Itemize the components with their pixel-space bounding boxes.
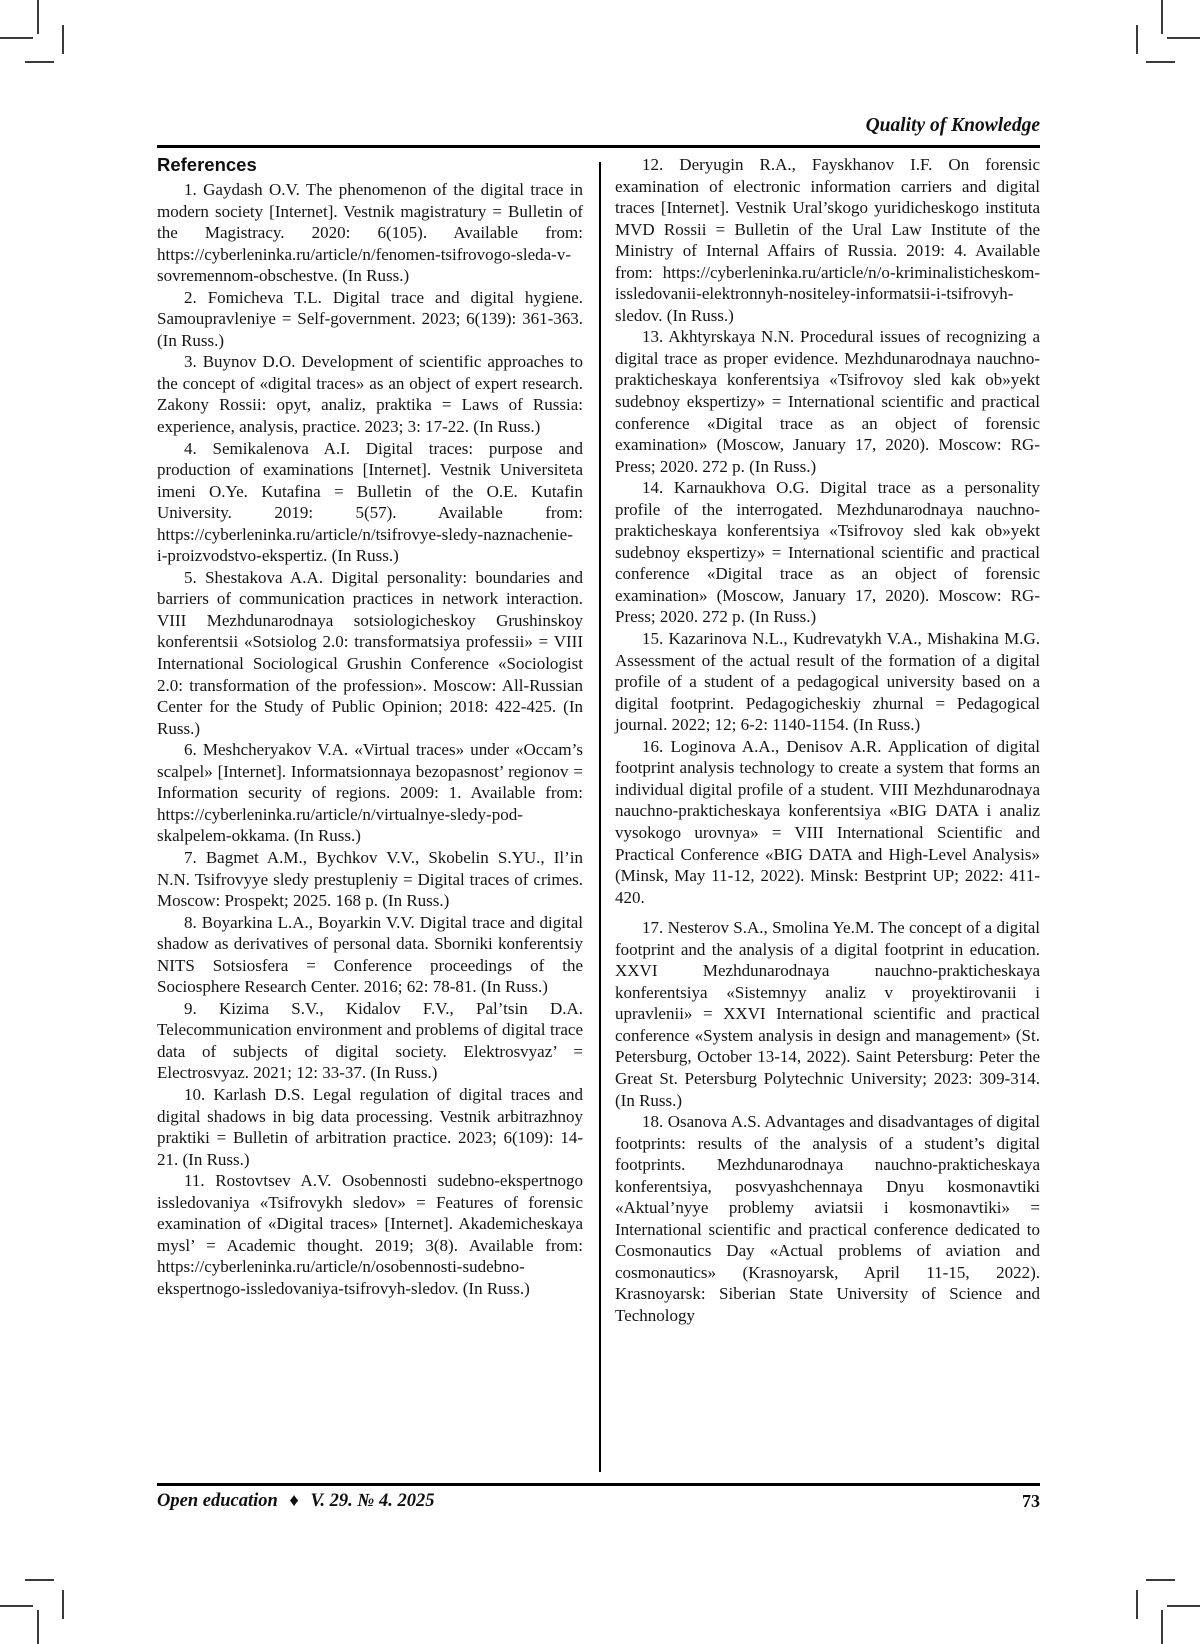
crop-mark [25, 61, 54, 63]
reference-item-11: 11. Rostovtsev A.V. Osobennosti sudebno-ekspertnogo issledovaniya «Tsifrovykh sledov» = Features of forensic examination of «Digital traces» [Internet]. Akademicheskaya mysl’ = Academic thought. 2019; 3(8). Available from: https://cyberleninka.ru/article/n/osobennosti-sudebno-ekspertnogo-issledovaniya-tsifrovyh-sledov. (In Russ.) [157, 1171, 583, 1298]
page-number: 73 [1022, 1491, 1040, 1511]
journal-name: Open education [157, 1491, 278, 1511]
reference-item-16: 16. Loginova A.A., Denisov A.R. Application of digital footprint analysis technology to create a system that forms an individual digital profile of a student. VIII Mezhdunarodnaya nauchno-prakticheskaya konferentsiya «BIG DATA i analiz vysokogo urovnya» = VIII International Scientific and Practical Conference «BIG DATA and High-Level Analysis» (Minsk, May 11-12, 2022). Minsk: Bestprint UP; 2022: 411-420. [615, 736, 1040, 907]
column-divider [599, 162, 601, 1472]
references-left-column [157, 154, 583, 1299]
issue-info: V. 29. № 4. 2025 [310, 1491, 435, 1511]
crop-mark [0, 1605, 33, 1607]
crop-mark [37, 0, 39, 34]
reference-item-15: 15. Kazarinova N.L., Kudrevatykh V.A., Mishakina M.G. Assessment of the actual result of the formation of a digital profile of a student of a pedagogical university based on a digital footprint. Pedagogicheskiy zhurnal = Pedagogical journal. 2022; 12; 6-2: 1140-1154. (In Russ.) [615, 629, 1040, 735]
crop-mark [1136, 1590, 1138, 1619]
crop-mark [62, 25, 64, 54]
crop-mark [1136, 25, 1138, 54]
reference-item-2: 2. Fomicheva T.L. Digital trace and digital hygiene. Samoupravleniye = Self-government. 2023; 6(139): 361-363. (In Russ.) [157, 287, 583, 350]
header-rule [157, 145, 1040, 148]
crop-mark [1146, 61, 1175, 63]
reference-item-13: 13. Akhtyrskaya N.N. Procedural issues of recognizing a digital trace as proper evidence. Mezhdunarodnaya nauchno-prakticheskaya konferentsiya «Tsifrovoy sled kak ob»yekt sudebnoy ekspertizy» = International scientific and practical conference «Digital trace as an object of forensic examination» (Moscow, January 17, 2020). Moscow: RG-Press; 2020. 272 p. (In Russ.) [615, 327, 1040, 476]
crop-mark [0, 37, 33, 39]
crop-mark [37, 1610, 39, 1644]
reference-item-1: 1. Gaydash O.V. The phenomenon of the digital trace in modern society [Internet]. Vestnik magistratury = Bulletin of the Magistracy. 2020: 6(105). Available from: https://cyberleninka.ru/article/n/fenomen-tsifrovogo-sleda-v-sovremennom-obschestve. (In Russ.) [157, 180, 583, 286]
crop-mark [1167, 37, 1200, 39]
reference-item-9: 9. Kizima S.V., Kidalov F.V., Pal’tsin D.A. Telecommunication environment and problems of digital trace data of subjects of digital society. Elektrosvyaz’ = Electrosvyaz. 2021; 12: 33-37. (In Russ.) [157, 998, 583, 1083]
reference-item-3: 3. Buynov D.O. Development of scientific approaches to the concept of «digital traces» as an object of expert research. Zakony Rossii: opyt, analiz, praktika = Laws of Russia: experience, analysis, practice. 2023; 3: 17-22. (In Russ.) [157, 352, 583, 437]
reference-item-8: 8. Boyarkina L.A., Boyarkin V.V. Digital trace and digital shadow as derivatives of personal data. Sborniki konferentsiy NITS Sotsiosfera = Conference proceedings of the Sociosphere Research Center. 2016; 62: 78-81. (In Russ.) [157, 912, 583, 997]
reference-item-4: 4. Semikalenova A.I. Digital traces: purpose and production of examinations [Internet]. Vestnik Universiteta imeni O.Ye. Kutafina = Bulletin of the O.E. Kutafin University. 2019: 5(57). Available from: https://cyberleninka.ru/article/n/tsifrovye-sledy-naznachenie-i-proizvodstvo-ekspertiz. (In Russ.) [157, 438, 583, 566]
crop-mark [1161, 0, 1163, 34]
reference-item-12: 12. Deryugin R.A., Fayskhanov I.F. On forensic examination of electronic information carriers and digital traces [Internet]. Vestnik Ural’skogo yuridicheskogo instituta MVD Rossii = Bulletin of the Ural Law Institute of the Ministry of Internal Affairs of Russia. 2019: 4. Available from: https://cyberleninka.ru/article/n/o-kriminalisticheskom-issledovanii-elektronnyh-nositeley-informatsii-i-tsifrovyh-sledov. (In Russ.) [615, 155, 1040, 325]
reference-item-14: 14. Karnaukhova O.G. Digital trace as a personality profile of the interrogated. Mezhdunarodnaya nauchno-prakticheskaya konferentsiya «Tsifrovoy sled kak ob»yekt sudebnoy ekspertizy» = International scientific and practical conference «Digital trace as an object of forensic examination» (Moscow, January 17, 2020). Moscow: RG-Press; 2020. 272 p. (In Russ.) [615, 478, 1040, 627]
diamond-icon: ♦ [289, 1491, 299, 1511]
references-right-column [615, 154, 1040, 1327]
reference-item-17: 17. Nesterov S.A., Smolina Ye.M. The concept of a digital footprint and the analysis of a digital footprint in education. XXVI Mezhdunarodnaya nauchno-prakticheskaya konferentsiya «Sistemnyy analiz v proyektirovanii i upravlenii» = XXVI International scientific and practical conference «System analysis in design and management» (St. Petersburg, October 13-14, 2022). Saint Petersburg: Peter the Great St. Petersburg Polytechnic University; 2023: 309-314. (In Russ.) [615, 918, 1040, 1110]
crop-mark [62, 1590, 64, 1619]
reference-item-10: 10. Karlash D.S. Legal regulation of digital traces and digital shadows in big data processing. Vestnik arbitrazhnoy praktiki = Bulletin of arbitration practice. 2023; 6(109): 14-21. (In Russ.) [157, 1084, 583, 1169]
reference-item-6: 6. Meshcheryakov V.A. «Virtual traces» under «Occam’s scalpel» [Internet]. Informatsionnaya bezopasnost’ regionov = Information security of regions. 2009: 1. Available from: https://cyberleninka.ru/article/n/virtualnye-sledy-pod-skalpelem-okkama. (In Russ.) [157, 740, 583, 846]
references-heading: References [157, 154, 257, 175]
reference-item-18: 18. Osanova A.S. Advantages and disadvantages of digital footprints: results of the analysis of a student’s digital footprints. Mezhdunarodnaya nauchno-prakticheskaya konferentsiya, posvyashchennaya Dnyu kosmonavtiki «Aktual’nyye problemy aviatsii i kosmonavtiki» = International scientific and practical conference dedicated to Cosmonautics Day «Actual problems of aviation and cosmonautics» (Krasnoyarsk, April 11-15, 2022). Krasnoyarsk: Siberian State University of Science and Technology [615, 1112, 1040, 1325]
crop-mark [1161, 1610, 1163, 1644]
crop-mark [1167, 1605, 1200, 1607]
footer-rule [157, 1483, 1040, 1486]
reference-item-5: 5. Shestakova A.A. Digital personality: boundaries and barriers of communication practices in network interaction. VIII Mezhdunarodnaya sotsiologicheskoy Grushinskoy konferentsii «Sotsiolog 2.0: transformatsiya professii» = VIII International Sociological Grushin Conference «Sociologist 2.0: transformation of the profession». Moscow: All-Russian Center for the Study of Public Opinion; 2018: 422-425. (In Russ.) [157, 567, 583, 738]
crop-mark [25, 1579, 54, 1581]
crop-mark [1146, 1579, 1175, 1581]
running-title: Quality of Knowledge [865, 115, 1040, 136]
reference-item-7: 7. Bagmet A.M., Bychkov V.V., Skobelin S.YU., Il’in N.N. Tsifrovyye sledy prestupleniy = Digital traces of crimes. Moscow: Prospekt; 2025. 168 p. (In Russ.) [157, 847, 583, 911]
